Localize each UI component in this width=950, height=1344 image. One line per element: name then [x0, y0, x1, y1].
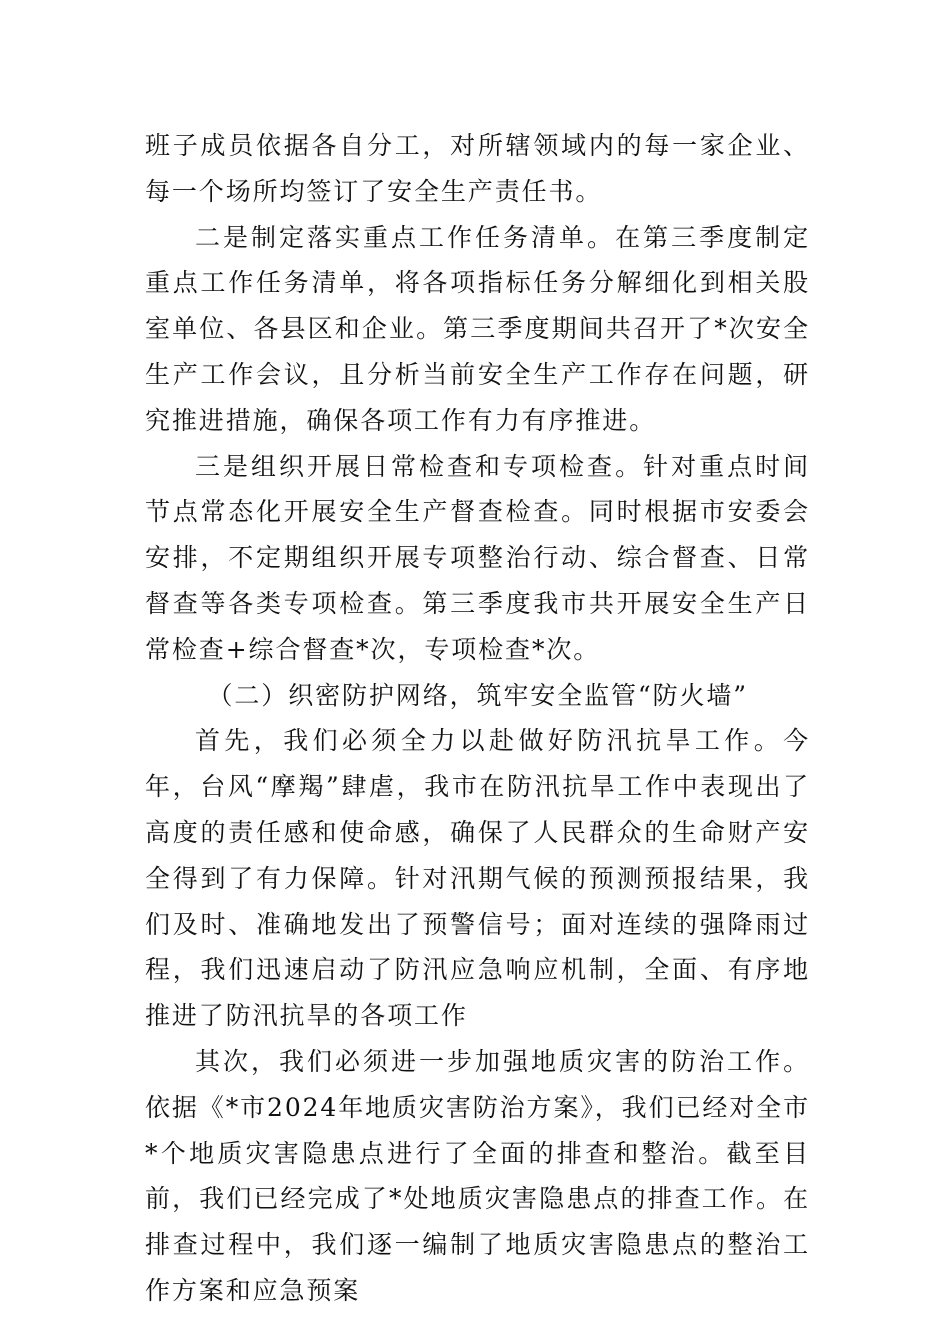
section-heading: （二）织密防护网络，筑牢安全监管“防火墙” [207, 680, 748, 710]
paragraph-continuation: 班子成员依据各自分工，对所辖领域内的每一家企业、每一个场所均签订了安全生产责任书。 [145, 131, 810, 206]
paragraph-flood-control: 首先，我们必须全力以赴做好防汛抗旱工作。今年，台风“摩羯”肆虐，我市在防汛抗旱工作中表现出了高度的责任感和使命感，确保了人民群众的生命财产安全得到了有力保障。针对汛期气候的预测预报结果，我们及时、准确地发出了预警信号；面对连续的强降雨过程，我们迅速启动了防汛应急响应机制，全面、有序地推进了防汛抗旱的各项工作 [145, 726, 810, 1031]
paragraph-inspection: 三是组织开展日常检查和专项检查。针对重点时间节点常态化开展安全生产督查检查。同时根据市安委会安排，不定期组织开展专项整治行动、综合督查、日常督查等各类专项检查。第三季度我市共开展安全生产日常检查+综合督查*次，专项检查*次。 [145, 451, 810, 664]
document-body [145, 123, 810, 1314]
paragraph-task-list: 二是制定落实重点工作任务清单。在第三季度制定重点工作任务清单，将各项指标任务分解细化到相关股室单位、各县区和企业。第三季度期间共召开了*次安全生产工作会议，且分析当前安全生产工作存在问题，研究推进措施，确保各项工作有力有序推进。 [145, 222, 810, 435]
paragraph-geological-hazard: 其次，我们必须进一步加强地质灾害的防治工作。依据《*市2024年地质灾害防治方案》，我们已经对全市*个地质灾害隐患点进行了全面的排查和整治。截至目前，我们已经完成了*处地质灾害隐患点的排查工作。在排查过程中，我们逐一编制了地质灾害隐患点的整治工作方案和应急预案 [145, 1046, 810, 1305]
